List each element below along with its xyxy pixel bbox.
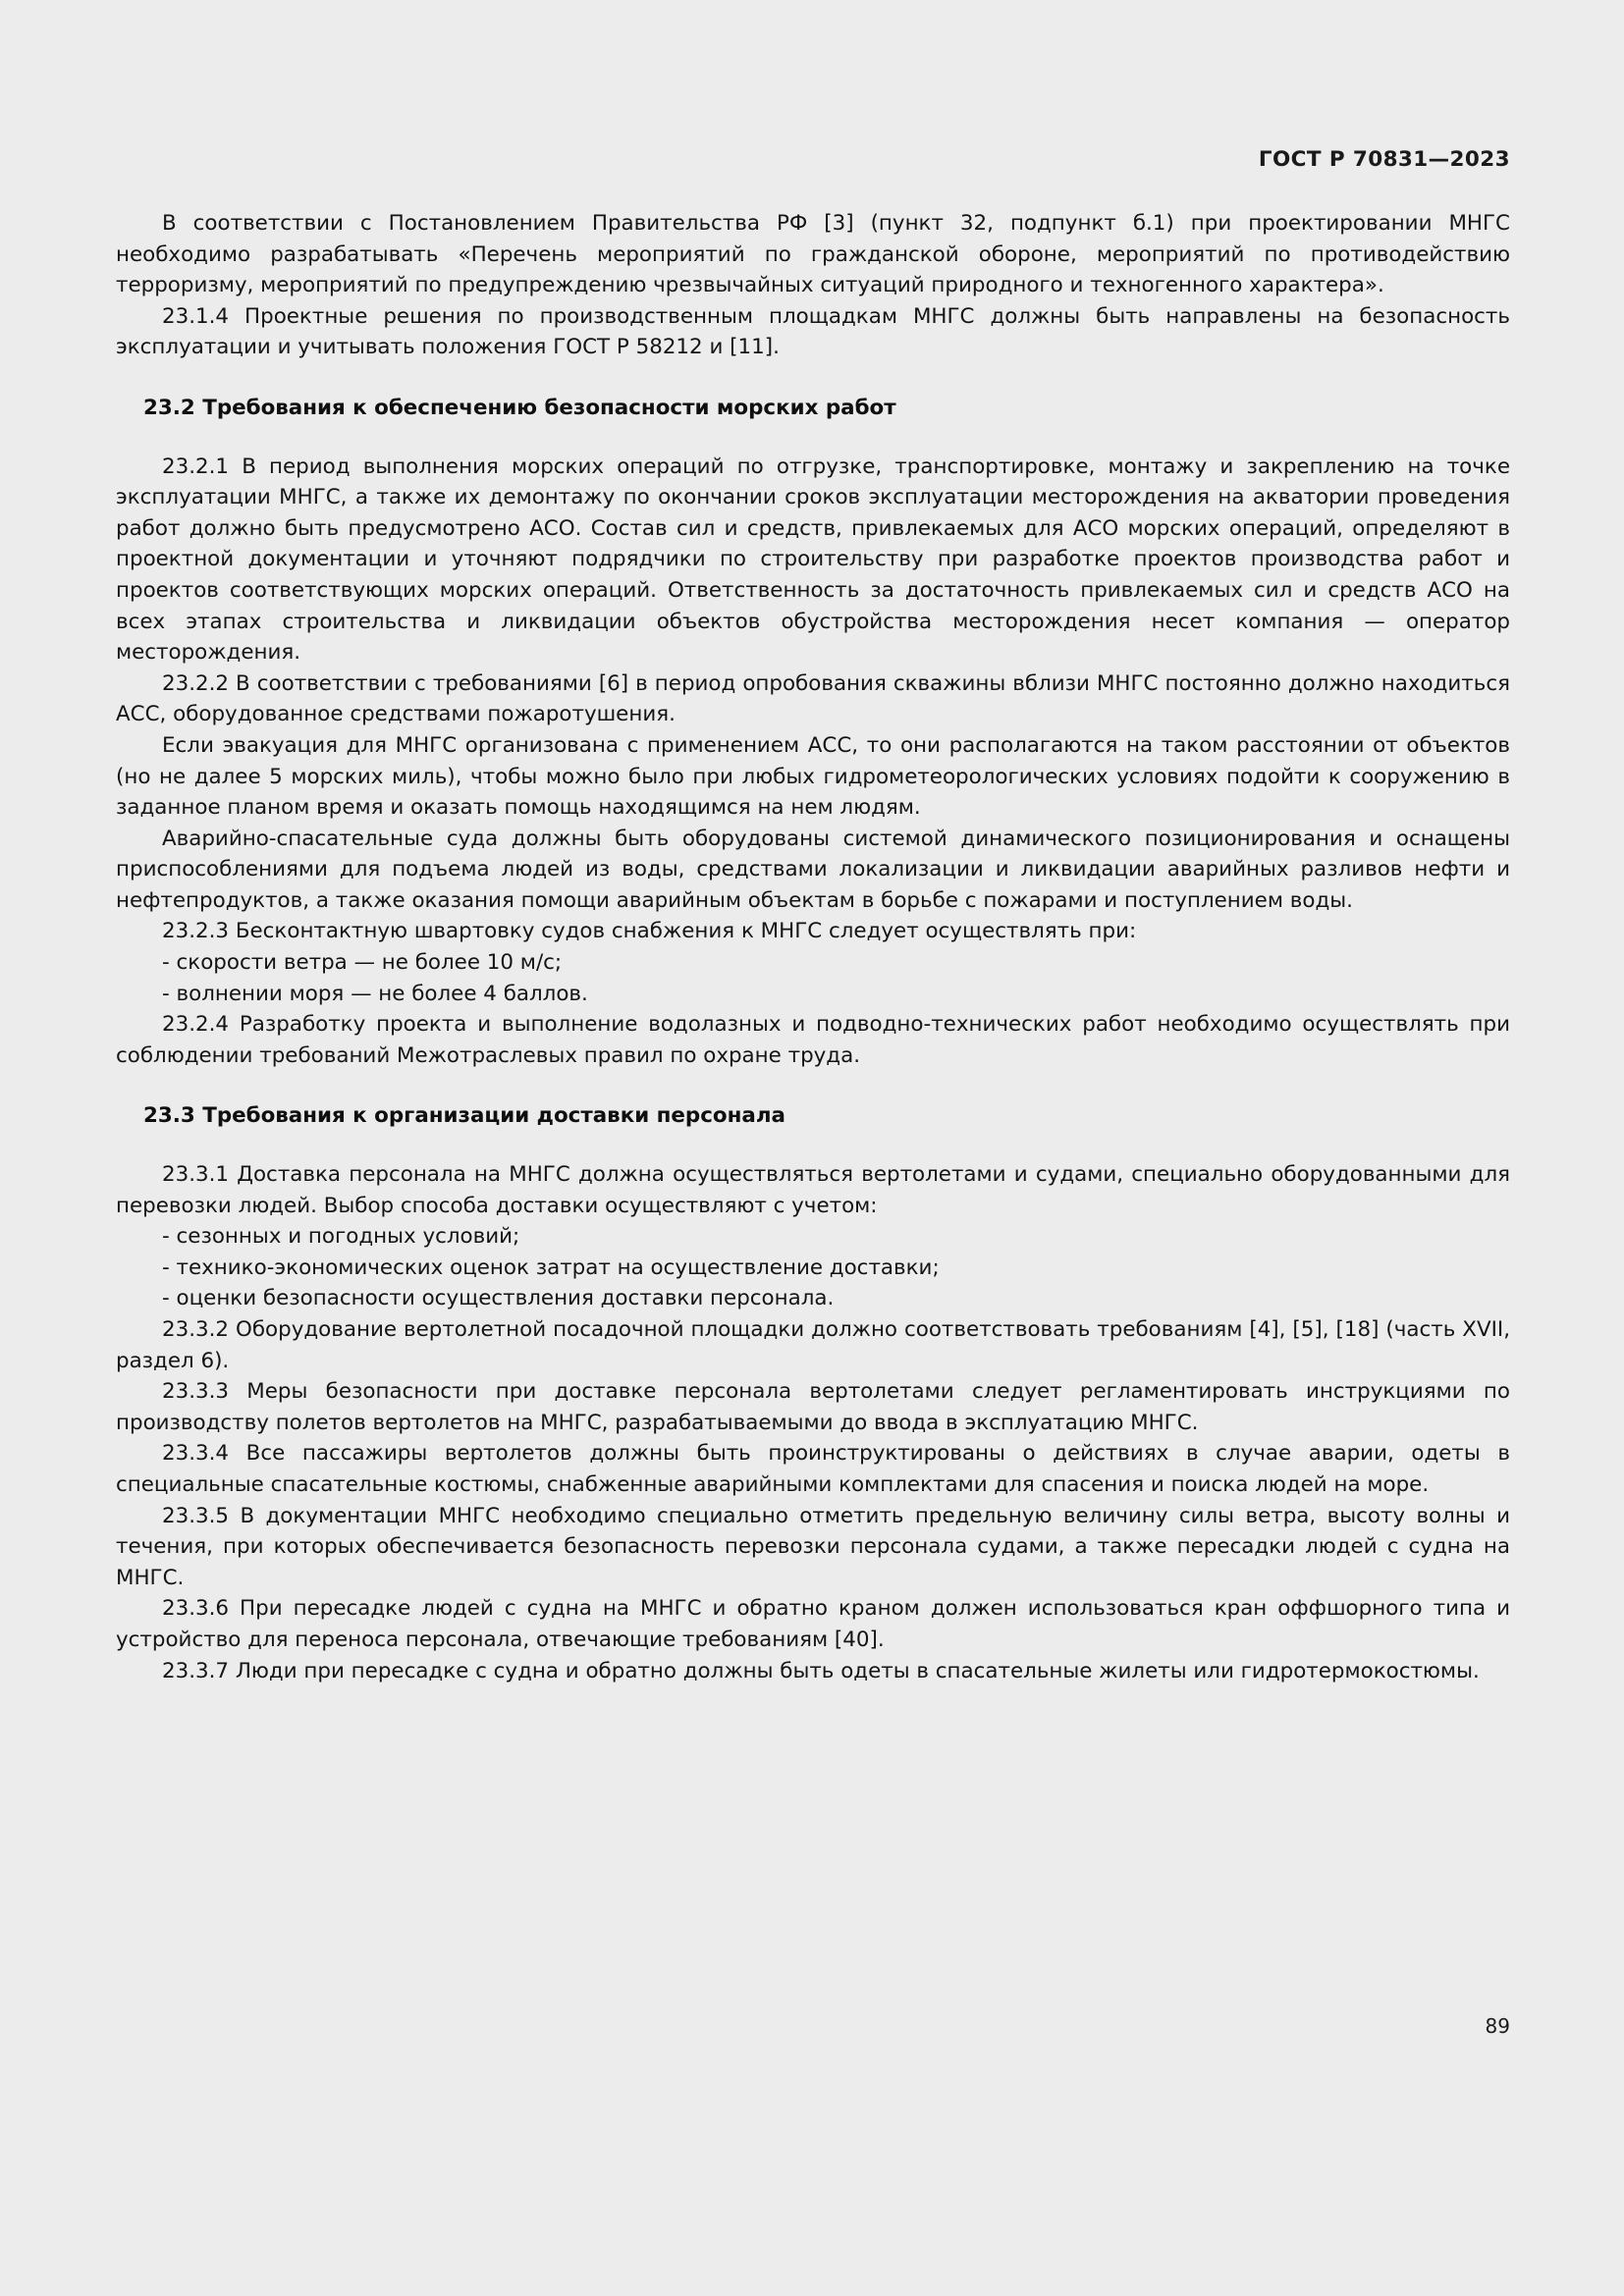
- paragraph: 23.3.5 В документации МНГС необходимо специально отметить предельную величину силы ветра, высоту волны и течения, при которых обеспечивается безопасность перевозки персонала судами, а также пересадки людей с судна на МНГС.: [116, 1503, 1510, 1590]
- section-heading: 23.3 Требования к организации доставки персонала: [143, 1103, 785, 1129]
- paragraph: 23.2.1 В период выполнения морских операций по отгрузке, транспортировке, монтажу и закреплению на точке эксплуатации МНГС, а также их демонтажу по окончании сроков эксплуатации месторождения на акватории проведения работ должно быть предусмотрено АСО. Состав сил и средств, привлекаемых для АСО морских операций, определяют в проектной документации и уточняют подрядчики по строительству при разработке проектов производства работ и проектов соответствующих морских операций. Ответственность за достаточность привлекаемых сил и средств АСО на всех этапах строительства и ликвидации объектов обустройства месторождения несет компания — оператор месторождения.: [116, 454, 1510, 666]
- page-content: [116, 0, 1510, 2296]
- document-body: [116, 208, 1510, 1686]
- spacer: [116, 424, 1510, 452]
- paragraph: 23.2.4 Разработку проекта и выполнение водолазных и подводно-технических работ необходимо осуществлять при соблюдении требований Межотраслевых правил по охране труда.: [116, 1012, 1510, 1068]
- paragraph: 23.3.7 Люди при пересадке с судна и обратно должны быть одеты в спасательные жилеты или гидротермокостюмы.: [162, 1658, 1480, 1683]
- spacer: [116, 1071, 1510, 1100]
- standard-header: ГОСТ Р 70831—2023: [1258, 147, 1510, 172]
- paragraph: Аварийно-спасательные суда должны быть оборудованы системой динамического позиционирования и оснащены приспособлениями для подъема людей из воды, средствами локализации и ликвидации аварийных разливов нефти и нефтепродуктов, а также оказания помощи аварийным объектам в борьбе с пожарами и поступлением воды.: [116, 826, 1510, 913]
- list-item: - оценки безопасности осуществления доставки персонала.: [162, 1286, 835, 1311]
- list-item: - волнении моря — не более 4 баллов.: [162, 981, 588, 1006]
- spacer: [116, 1132, 1510, 1159]
- paragraph: 23.3.4 Все пассажиры вертолетов должны быть проинструктированы о действиях в случае аварии, одеты в специальные спасательные костюмы, снабженные аварийными комплектами для спасения и поиска людей на море.: [116, 1441, 1510, 1497]
- paragraph: 23.2.3 Бесконтактную швартовку судов снабжения к МНГС следует осуществлять при:: [162, 919, 1137, 944]
- paragraph: 23.3.2 Оборудование вертолетной посадочной площадки должно соответствовать требованиям [4], [5], [18] (часть XVII, раздел 6).: [116, 1317, 1510, 1373]
- paragraph: 23.1.4 Проектные решения по производственным площадкам МНГС должны быть направлены на безопасность эксплуатации и учитывать положения ГОСТ Р 58212 и [11].: [116, 303, 1510, 360]
- list-item: - сезонных и погодных условий;: [162, 1224, 520, 1250]
- paragraph: В соответствии с Постановлением Правительства РФ [3] (пункт 32, подпункт б.1) при проектировании МНГС необходимо разрабатывать «Перечень мероприятий по гражданской обороне, мероприятий по противодействию терроризму, мероприятий по предупреждению чрезвычайных ситуаций природного и техногенного характера».: [116, 211, 1510, 298]
- section-heading: 23.2 Требования к обеспечению безопасности морских работ: [143, 395, 896, 420]
- list-item: - скорости ветра — не более 10 м/с;: [162, 950, 563, 976]
- paragraph: 23.3.3 Меры безопасности при доставке персонала вертолетами следует регламентировать инструкциями по производству полетов вертолетов на МНГС, разрабатываемыми до ввода в эксплуатацию МНГС.: [116, 1379, 1510, 1435]
- page-number: 89: [1485, 2014, 1510, 2038]
- list-item: - технико-экономических оценок затрат на осуществление доставки;: [162, 1255, 940, 1280]
- paragraph: 23.3.1 Доставка персонала на МНГС должна осуществляться вертолетами и судами, специально оборудованными для перевозки людей. Выбор способа доставки осуществляют с учетом:: [116, 1162, 1510, 1218]
- paragraph: 23.2.2 В соответствии с требованиями [6] в период опробования скважины вблизи МНГС постоянно должно находиться АСС, оборудованное средствами пожаротушения.: [116, 670, 1510, 727]
- paragraph: Если эвакуация для МНГС организована с применением АСС, то они располагаются на таком расстоянии от объектов (но не далее 5 морских миль), чтобы можно было при любых гидрометеорологических условиях подойти к сооружению в заданное планом время и оказать помощь находящимся на нем людям.: [116, 732, 1510, 821]
- spacer: [116, 363, 1510, 393]
- paragraph: 23.3.6 При пересадке людей с судна на МНГС и обратно краном должен использоваться кран оффшорного типа и устройство для переноса персонала, отвечающие требованиям [40].: [116, 1596, 1510, 1652]
